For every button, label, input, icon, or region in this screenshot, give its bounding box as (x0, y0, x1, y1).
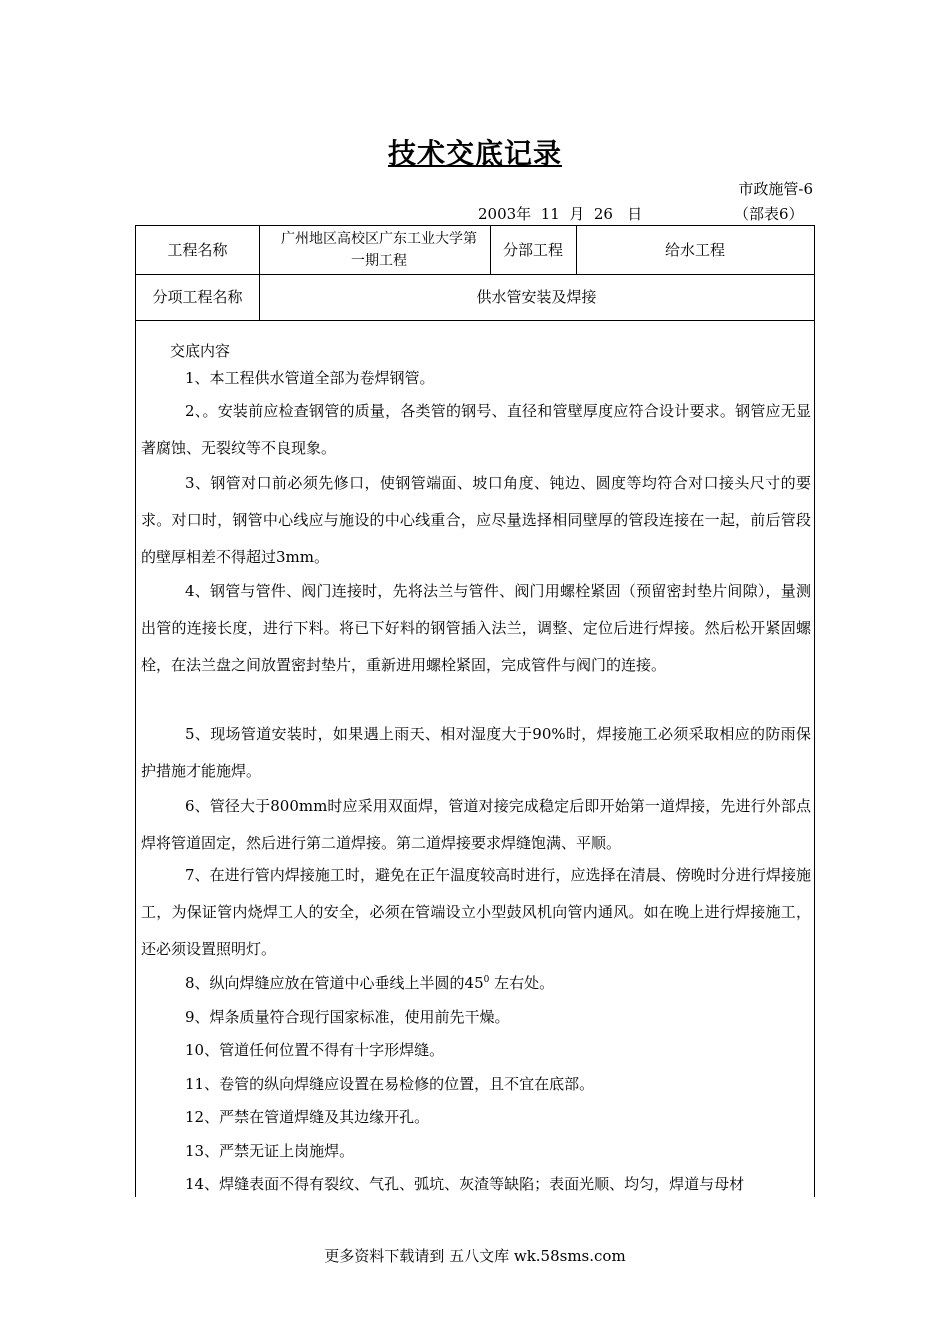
content-paragraph: 2、。安装前应检查钢管的质量，各类管的钢号、直径和管壁厚度应符合设计要求。钢管应无显著腐蚀、无裂纹等不良现象。 (141, 402, 811, 457)
content-paragraph: 9、焊条质量符合现行国家标准，使用前先干燥。 (185, 1008, 510, 1026)
division-label: 分部工程 (502, 241, 563, 259)
content-paragraph: 14、焊缝表面不得有裂纹、气孔、弧坑、灰渣等缺陷；表面光顺、均匀，焊道与母材 (185, 1175, 745, 1193)
project-name-label: 工程名称 (167, 241, 228, 259)
footer-note: 更多资料下载请到 五八文库 wk.58sms.com (324, 1247, 626, 1265)
attachment-label: （部表6） (734, 205, 804, 223)
document-title: 技术交底记录 (387, 137, 562, 170)
content-paragraph: 1、本工程供水管道全部为卷焊钢管。 (185, 369, 435, 387)
subitem-value: 供水管安装及焊接 (476, 288, 597, 306)
record-date: 2003年 11 月 26 日 (478, 205, 643, 223)
project-name-value: 广州地区高校区广东工业大学第一期工程 (281, 231, 477, 269)
content-paragraph: 10、管道任何位置不得有十字形焊缝。 (185, 1041, 445, 1059)
content-paragraph: 4、钢管与管件、阀门连接时，先将法兰与管件、阀门用螺栓紧固（预留密封垫片间隙），量测出管的连接长度，进行下料。将已下好料的钢管插入法兰，调整、定位后进行焊接。然后松开紧固螺栓，在法兰盘之间放置密封垫片，重新进用螺栓紧固，完成管件与阀门的连接。 (141, 582, 811, 674)
content-paragraph: 11、卷管的纵向焊缝应设置在易检修的位置，且不宜在底部。 (185, 1075, 595, 1093)
division-value: 给水工程 (664, 241, 725, 259)
para8-text: 8、纵向焊缝应放在管道中心垂线上半圆的45 (185, 974, 484, 992)
content-paragraph-8 (135, 965, 815, 1002)
content-paragraph: 12、严禁在管道焊缝及其边缘开孔。 (185, 1108, 430, 1126)
subitem-label: 分项工程名称 (152, 288, 243, 306)
degree-superscript: 0 (483, 975, 490, 985)
content-paragraph: 7、在进行管内焊接施工时，避免在正午温度较高时进行，应选择在清晨、傍晚时分进行焊接施工，为保证管内烧焊工人的安全，必须在管端设立小型鼓风机向管内通风。如在晚上进行焊接施工，还必须设置照明灯。 (141, 866, 811, 958)
para8-tail: 左右处。 (489, 974, 555, 992)
content-paragraph: 6、管径大于800mm时应采用双面焊，管道对接完成稳定后即开始第一道焊接，先进行外部点焊将管道固定，然后进行第二道焊接。第二道焊接要求焊缝饱满、平顺。 (141, 797, 811, 852)
row-divider (136, 320, 814, 321)
content-heading: 交底内容 (170, 342, 231, 360)
form-code: 市政施管-6 (738, 180, 813, 198)
content-paragraph: 3、钢管对口前必须先修口，使钢管端面、坡口角度、钝边、圆度等均符合对口接头尺寸的要求。对口时，钢管中心线应与施设的中心线重合，应尽量选择相同壁厚的管段连接在一起，前后管段的壁厚相差不得超过3mm。 (141, 474, 811, 566)
content-paragraph: 13、严禁无证上岗施焊。 (185, 1142, 355, 1160)
content-paragraph: 5、现场管道安装时，如果遇上雨天、相对湿度大于90%时，焊接施工必须采取相应的防雨保护措施才能施焊。 (141, 725, 811, 780)
